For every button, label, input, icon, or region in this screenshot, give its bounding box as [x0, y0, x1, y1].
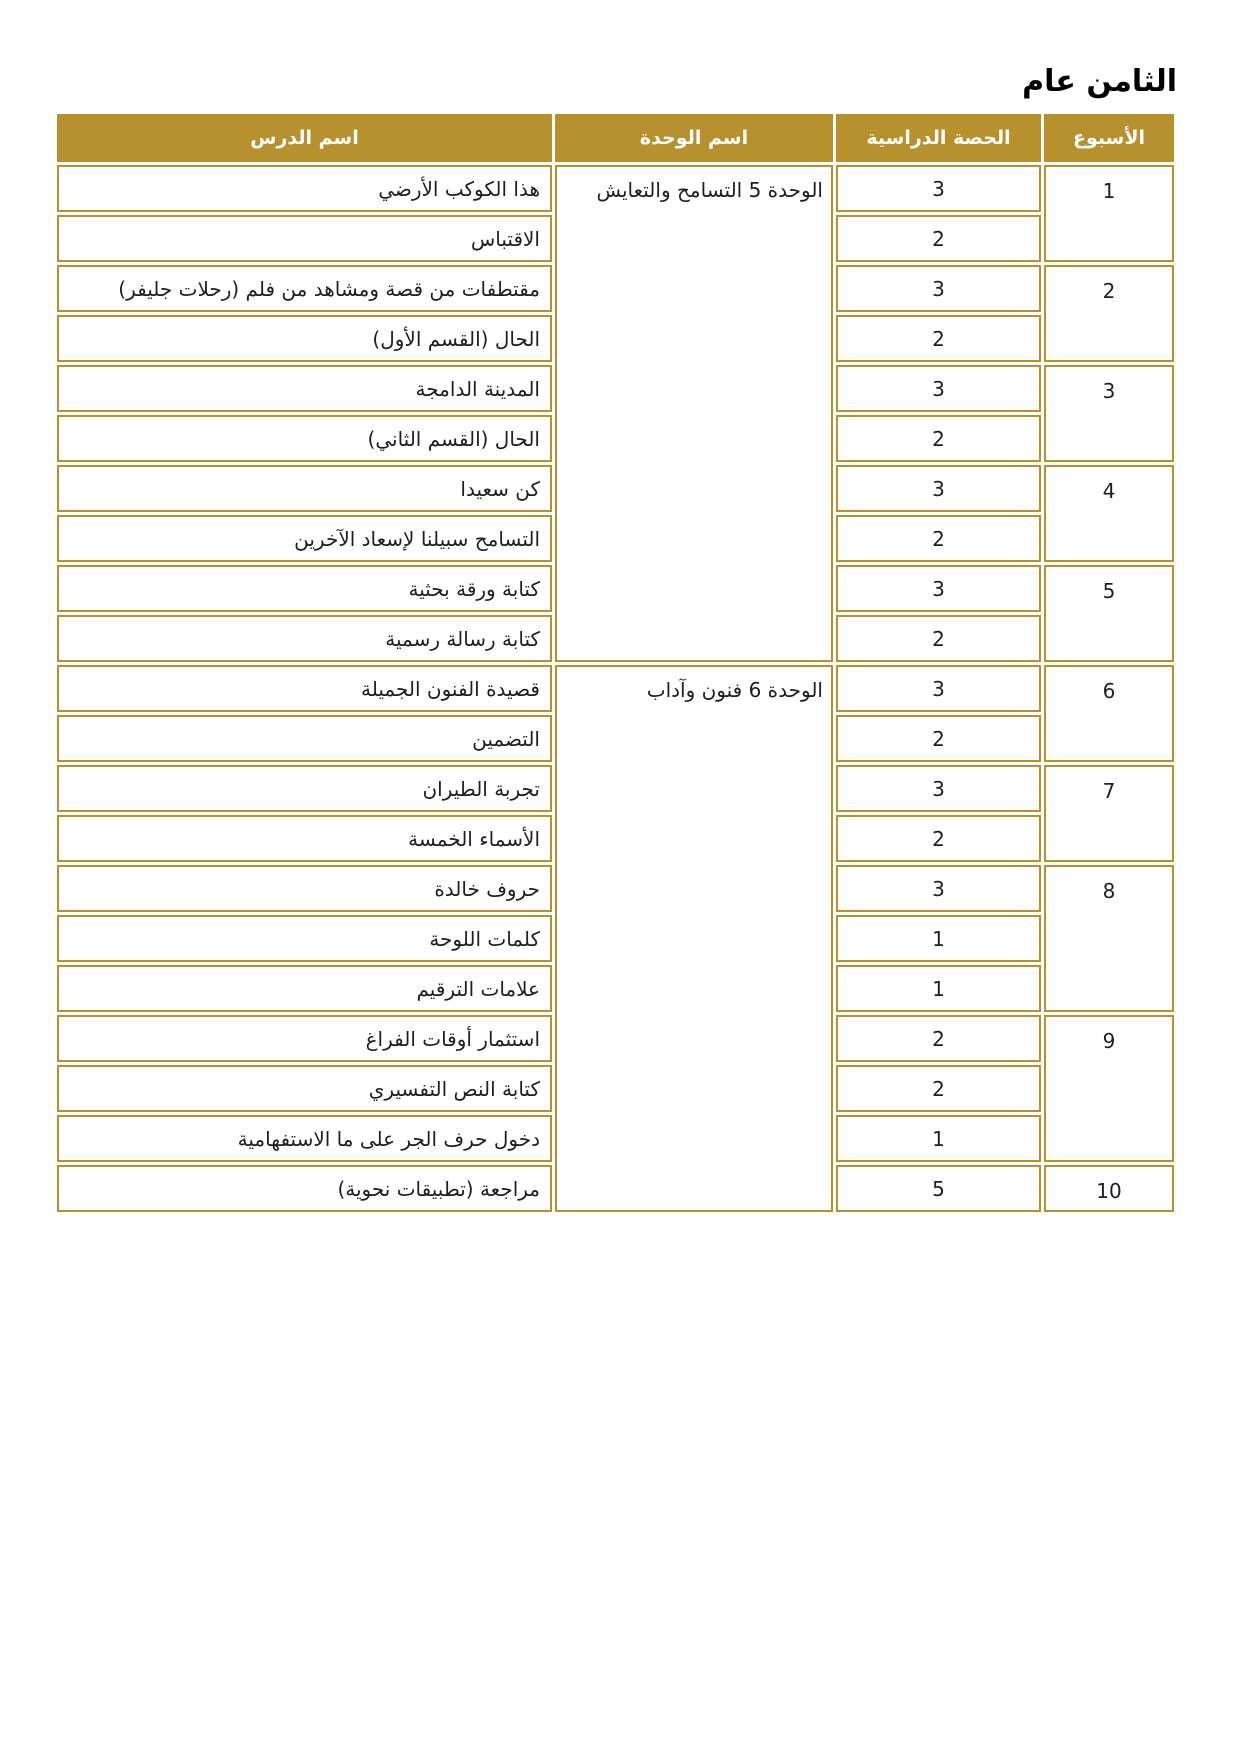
lesson-cell: الأسماء الخمسة — [57, 815, 552, 862]
week-cell: 7 — [1044, 765, 1174, 862]
lesson-cell: استثمار أوقات الفراغ — [57, 1015, 552, 1062]
table-row — [57, 165, 1174, 212]
lesson-cell: كلمات اللوحة — [57, 915, 552, 962]
page-title: الثامن عام — [1022, 64, 1177, 99]
period-cell: 2 — [836, 515, 1041, 562]
lesson-cell: المدينة الدامجة — [57, 365, 552, 412]
table-row — [57, 665, 1174, 712]
lesson-cell: كتابة رسالة رسمية — [57, 615, 552, 662]
week-cell: 4 — [1044, 465, 1174, 562]
lesson-cell: علامات الترقيم — [57, 965, 552, 1012]
lesson-cell: قصيدة الفنون الجميلة — [57, 665, 552, 712]
period-cell: 3 — [836, 865, 1041, 912]
lesson-cell: دخول حرف الجر على ما الاستفهامية — [57, 1115, 552, 1162]
week-cell: 6 — [1044, 665, 1174, 762]
lesson-cell: التضمين — [57, 715, 552, 762]
period-cell: 2 — [836, 1065, 1041, 1112]
period-cell: 2 — [836, 215, 1041, 262]
lesson-cell: كن سعيدا — [57, 465, 552, 512]
period-cell: 5 — [836, 1165, 1041, 1212]
column-header-period: الحصة الدراسية — [836, 114, 1041, 162]
lesson-cell: هذا الكوكب الأرضي — [57, 165, 552, 212]
column-header-week: الأسبوع — [1044, 114, 1174, 162]
unit-cell: الوحدة 5 التسامح والتعايش — [555, 165, 833, 662]
lesson-cell: الاقتباس — [57, 215, 552, 262]
period-cell: 1 — [836, 915, 1041, 962]
period-cell: 3 — [836, 365, 1041, 412]
lesson-cell: التسامح سبيلنا لإسعاد الآخرين — [57, 515, 552, 562]
week-cell: 5 — [1044, 565, 1174, 662]
week-cell: 9 — [1044, 1015, 1174, 1162]
week-cell: 10 — [1044, 1165, 1174, 1212]
period-cell: 3 — [836, 765, 1041, 812]
week-cell: 1 — [1044, 165, 1174, 262]
period-cell: 2 — [836, 715, 1041, 762]
table-body — [57, 165, 1174, 1212]
period-cell: 2 — [836, 615, 1041, 662]
period-cell: 3 — [836, 165, 1041, 212]
column-header-lesson: اسم الدرس — [57, 114, 552, 162]
lesson-cell: كتابة ورقة بحثية — [57, 565, 552, 612]
lesson-cell: حروف خالدة — [57, 865, 552, 912]
table-header-row — [57, 114, 1174, 162]
curriculum-schedule-table — [54, 111, 1177, 1215]
period-cell: 3 — [836, 565, 1041, 612]
unit-cell: الوحدة 6 فنون وآداب — [555, 665, 833, 1212]
period-cell: 3 — [836, 265, 1041, 312]
period-cell: 1 — [836, 1115, 1041, 1162]
period-cell: 1 — [836, 965, 1041, 1012]
column-header-unit: اسم الوحدة — [555, 114, 833, 162]
lesson-cell: مراجعة (تطبيقات نحوية) — [57, 1165, 552, 1212]
lesson-cell: مقتطفات من قصة ومشاهد من فلم (رحلات جليفر) — [57, 265, 552, 312]
week-cell: 3 — [1044, 365, 1174, 462]
week-cell: 2 — [1044, 265, 1174, 362]
period-cell: 2 — [836, 315, 1041, 362]
period-cell: 3 — [836, 465, 1041, 512]
period-cell: 2 — [836, 415, 1041, 462]
lesson-cell: الحال (القسم الأول) — [57, 315, 552, 362]
period-cell: 3 — [836, 665, 1041, 712]
period-cell: 2 — [836, 1015, 1041, 1062]
lesson-cell: الحال (القسم الثاني) — [57, 415, 552, 462]
lesson-cell: كتابة النص التفسيري — [57, 1065, 552, 1112]
lesson-cell: تجربة الطيران — [57, 765, 552, 812]
week-cell: 8 — [1044, 865, 1174, 1012]
period-cell: 2 — [836, 815, 1041, 862]
